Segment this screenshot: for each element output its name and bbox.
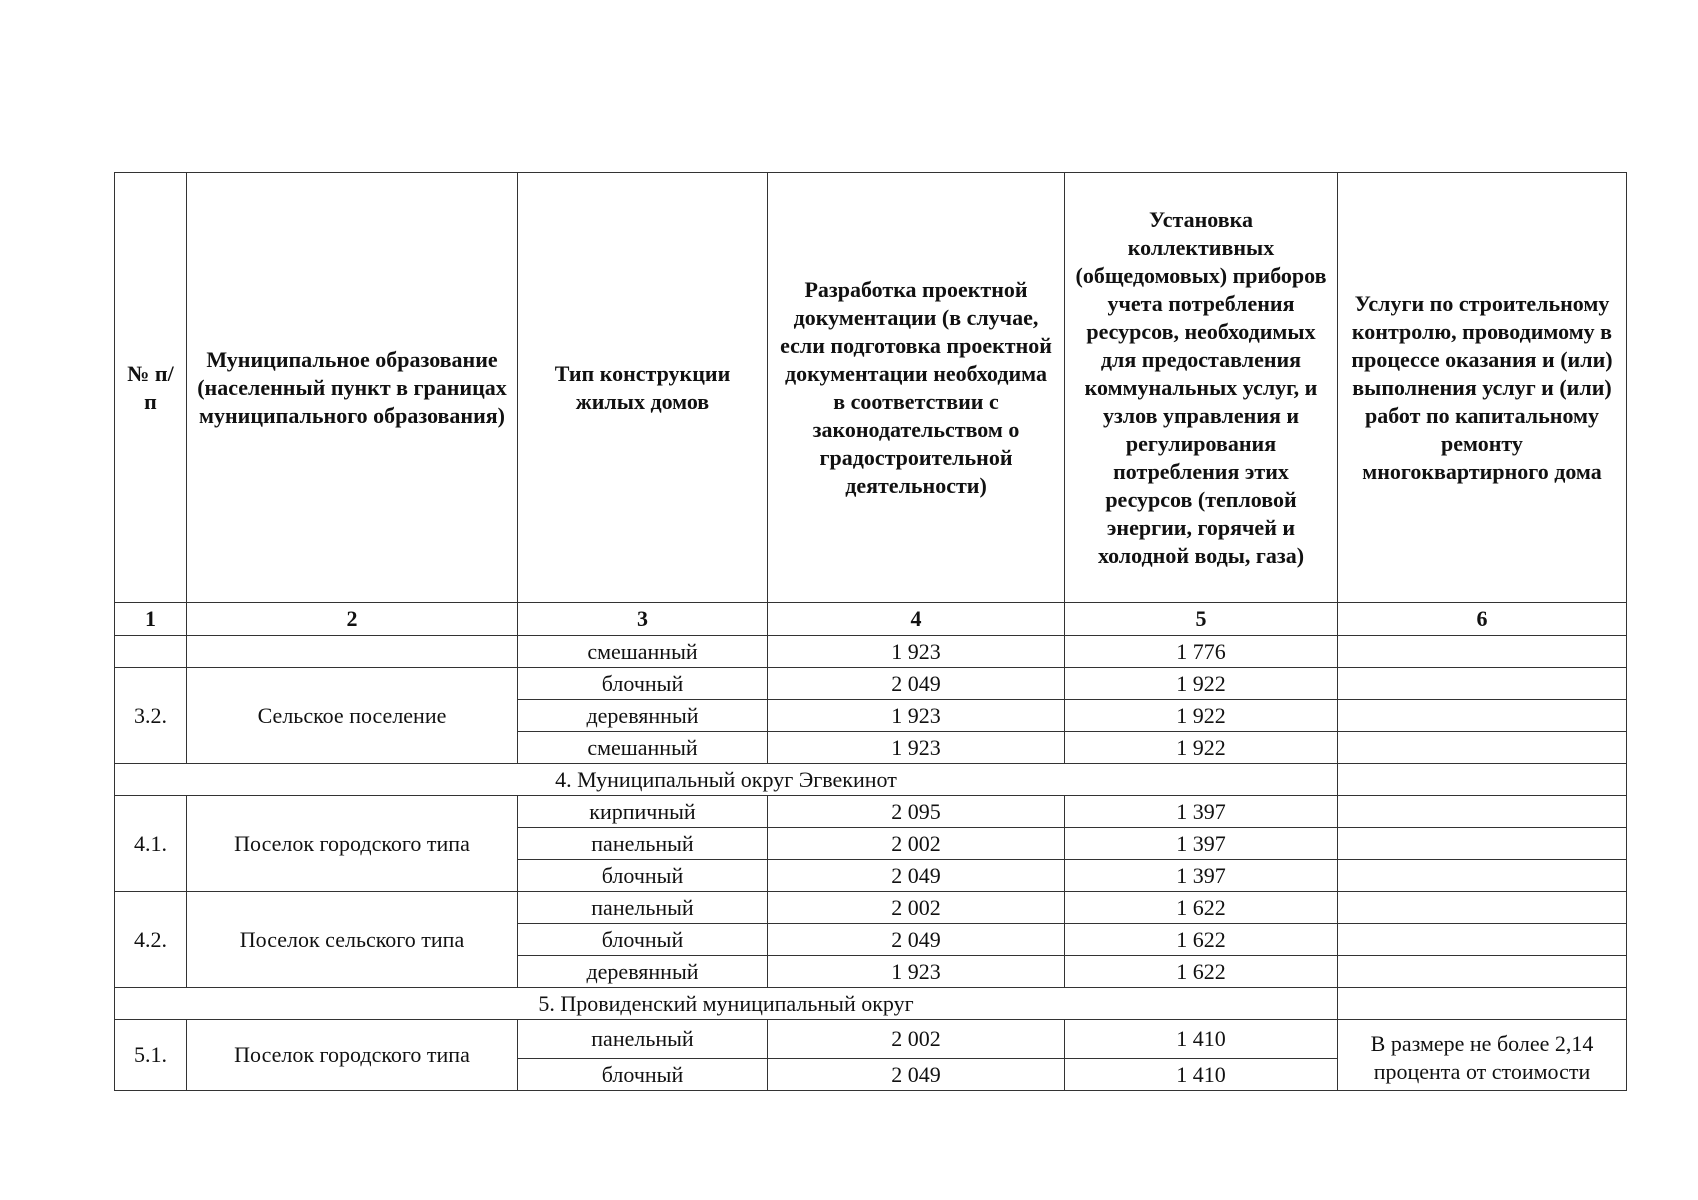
column-number: 6 — [1338, 603, 1627, 636]
group-title: 4. Муниципальный округ Эгвекинот — [115, 764, 1338, 796]
table-row — [115, 636, 1627, 668]
meters-value: 1 922 — [1065, 668, 1338, 700]
project-docs-value: 2 049 — [768, 668, 1065, 700]
construction-type: деревянный — [518, 956, 768, 988]
project-docs-value: 2 095 — [768, 796, 1065, 828]
table-row — [115, 796, 1627, 828]
group-title: 5. Провиденский муниципальный округ — [115, 988, 1338, 1020]
table-row — [115, 892, 1627, 924]
header-num: № п/п — [115, 173, 187, 603]
row-number: 4.2. — [115, 892, 187, 988]
construction-type: блочный — [518, 1059, 768, 1091]
project-docs-value: 2 049 — [768, 860, 1065, 892]
row-number: 4.1. — [115, 796, 187, 892]
project-docs-value: 2 002 — [768, 828, 1065, 860]
construction-control-note: В размере не более 2,14 процента от стоимости — [1338, 1020, 1627, 1091]
row-number: 3.2. — [115, 668, 187, 764]
project-docs-value: 2 002 — [768, 892, 1065, 924]
construction-type: блочный — [518, 668, 768, 700]
row-number: 5.1. — [115, 1020, 187, 1091]
header-construction-type: Тип конструкции жилых домов — [518, 173, 768, 603]
table-row — [115, 668, 1627, 700]
cost-table — [114, 172, 1627, 1091]
column-number: 2 — [187, 603, 518, 636]
construction-type: смешанный — [518, 636, 768, 668]
meters-value: 1 397 — [1065, 860, 1338, 892]
meters-value: 1 622 — [1065, 924, 1338, 956]
column-numbers-row — [115, 603, 1627, 636]
construction-type: блочный — [518, 924, 768, 956]
project-docs-value: 1 923 — [768, 700, 1065, 732]
table-row — [115, 1020, 1627, 1059]
project-docs-value: 1 923 — [768, 636, 1065, 668]
project-docs-value: 2 049 — [768, 924, 1065, 956]
construction-type: деревянный — [518, 700, 768, 732]
construction-type: панельный — [518, 892, 768, 924]
group-row — [115, 988, 1627, 1020]
header-meters: Установка коллективных (общедомовых) приборов учета потребления ресурсов, необходимых для предоставления коммунальных услуг, и узлов управления и регулирования потребления этих ресурсов (тепловой энергии, горячей и холодной воды, газа) — [1065, 173, 1338, 603]
column-number: 3 — [518, 603, 768, 636]
municipality-name: Поселок городского типа — [187, 1020, 518, 1091]
header-construction-control: Услуги по строительному контролю, проводимому в процессе оказания и (или) выполнения услуг и (или) работ по капитальному ремонту многоквартирного дома — [1338, 173, 1627, 603]
meters-value: 1 622 — [1065, 956, 1338, 988]
construction-type: блочный — [518, 860, 768, 892]
construction-type: панельный — [518, 1020, 768, 1059]
meters-value: 1 922 — [1065, 700, 1338, 732]
column-number: 4 — [768, 603, 1065, 636]
municipality-name: Сельское поселение — [187, 668, 518, 764]
header-project-docs: Разработка проектной документации (в случае, если подготовка проектной документации необходима в соответствии с законодательством о градостроительной деятельности) — [768, 173, 1065, 603]
meters-value: 1 397 — [1065, 796, 1338, 828]
header-municipality: Муниципальное образование (населенный пункт в границах муниципального образования) — [187, 173, 518, 603]
column-number: 5 — [1065, 603, 1338, 636]
project-docs-value: 2 002 — [768, 1020, 1065, 1059]
meters-value: 1 410 — [1065, 1020, 1338, 1059]
project-docs-value: 1 923 — [768, 956, 1065, 988]
header-row — [115, 173, 1627, 603]
meters-value: 1 922 — [1065, 732, 1338, 764]
construction-type: кирпичный — [518, 796, 768, 828]
project-docs-value: 1 923 — [768, 732, 1065, 764]
meters-value: 1 776 — [1065, 636, 1338, 668]
construction-type: смешанный — [518, 732, 768, 764]
meters-value: 1 397 — [1065, 828, 1338, 860]
meters-value: 1 622 — [1065, 892, 1338, 924]
project-docs-value: 2 049 — [768, 1059, 1065, 1091]
municipality-name: Поселок городского типа — [187, 796, 518, 892]
municipality-name: Поселок сельского типа — [187, 892, 518, 988]
group-row — [115, 764, 1627, 796]
meters-value: 1 410 — [1065, 1059, 1338, 1091]
construction-type: панельный — [518, 828, 768, 860]
column-number: 1 — [115, 603, 187, 636]
